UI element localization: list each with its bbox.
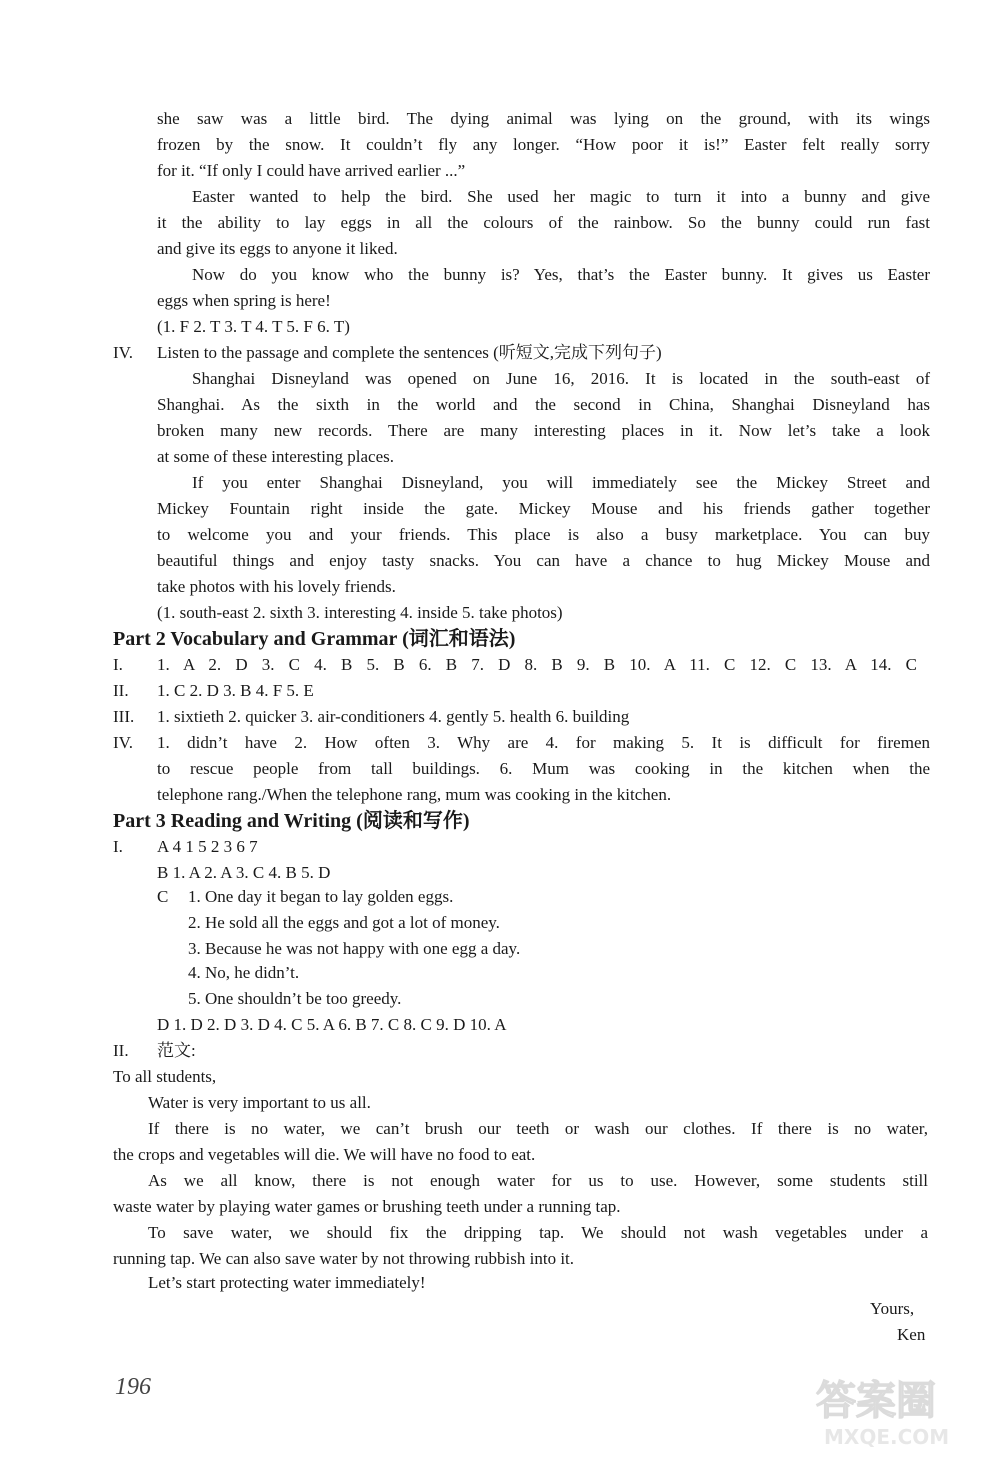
answer-line: 1. didn’t have 2. How often 3. Why are 4. for making 5. It is difficult for firemen [157,733,930,752]
section-number: IV. [113,733,133,752]
section-number: III. [113,707,135,726]
section-number: II. [113,1041,129,1060]
section-number: IV. [113,343,133,362]
story-line: and give its eggs to anyone it liked. [157,239,398,258]
answer-line: A 4 1 5 2 3 6 7 [157,837,258,856]
part-heading: Part 3 Reading and Writing (阅读和写作) [113,810,470,832]
watermark-logo-text: 答案圈 [816,1378,936,1424]
story-line: Now do you know who the bunny is? Yes, that’s the Easter bunny. It gives us Easter [192,265,930,284]
essay-line: waste water by playing water games or brushing teeth under a running tap. [113,1197,621,1216]
part-heading: Part 2 Vocabulary and Grammar (词汇和语法) [113,628,516,650]
answer-line: B 1. A 2. A 3. C 4. B 5. D [157,863,331,882]
watermark-logo [810,1370,982,1450]
answer-line: D 1. D 2. D 3. D 4. C 5. A 6. B 7. C 8. C 9. D 10. A [157,1015,507,1034]
passage-line: If you enter Shanghai Disneyland, you will immediately see the Mickey Street and [192,473,930,492]
passage-line: Shanghai. As the sixth in the world and the second in China, Shanghai Disneyland has [157,395,930,414]
story-line: eggs when spring is here! [157,291,331,310]
section-number: II. [113,681,129,700]
section-number: I. [113,655,123,674]
essay-line: If there is no water, we can’t brush our teeth or wash our clothes. If there is no water, [148,1119,928,1138]
model-essay-label: 范文: [157,1041,196,1060]
passage-line: beautiful things and enjoy tasty snacks. You can have a chance to hug Mickey Mouse and [157,551,930,570]
answer-line: 4. No, he didn’t. [188,963,300,982]
passage-line: at some of these interesting places. [157,447,394,466]
story-line: for it. “If only I could have arrived earlier ...” [157,161,466,180]
story-line: she saw was a little bird. The dying animal was lying on the ground, with its wings [157,109,930,128]
answer-line: 2. He sold all the eggs and got a lot of money. [188,913,500,932]
passage-line: to welcome you and your friends. This place is also a busy marketplace. You can buy [157,525,930,544]
story-line: Easter wanted to help the bird. She used her magic to turn it into a bunny and give [192,187,930,206]
section-number: I. [113,837,123,856]
answer-line: 1. A 2. D 3. C 4. B 5. B 6. B 7. D 8. B 9. B 10. A 11. C 12. C 13. A 14. C [157,655,917,674]
essay-line: the crops and vegetables will die. We will have no food to eat. [113,1145,536,1164]
essay-greeting: To all students, [113,1067,217,1086]
passage-line: take photos with his lovely friends. [157,577,396,596]
essay-signature: Ken [897,1325,926,1344]
story-answers: (1. F 2. T 3. T 4. T 5. F 6. T) [157,317,350,336]
passage-line: Mickey Fountain right inside the gate. Mickey Mouse and his friends gather together [157,499,930,518]
watermark-url: MXQE.COM [824,1425,950,1449]
story-line: frozen by the snow. It couldn’t fly any longer. “How poor it is!” Easter felt really sorry [157,135,930,154]
section-instruction: Listen to the passage and complete the sentences (听短文,完成下列句子) [157,343,662,362]
essay-line: running tap. We can also save water by not throwing rubbish into it. [113,1249,575,1268]
essay-closing: Yours, [870,1299,915,1318]
answer-line: 1. One day it began to lay golden eggs. [188,887,454,906]
story-line: it the ability to lay eggs in all the colours of the rainbow. So the bunny could run fast [157,213,930,232]
answer-line: to rescue people from tall buildings. 6. Mum was cooking in the kitchen when the [157,759,930,778]
passage-answers: (1. south-east 2. sixth 3. interesting 4. inside 5. take photos) [157,603,563,622]
page-number: 196 [115,1374,151,1400]
passage-line: broken many new records. There are many interesting places in it. Now let’s take a look [157,421,930,440]
answer-letter: C [157,887,169,906]
passage-line: Shanghai Disneyland was opened on June 16, 2016. It is located in the south-east of [192,369,930,388]
answer-line: 3. Because he was not happy with one egg a day. [188,939,521,958]
essay-line: To save water, we should fix the dripping tap. We should not wash vegetables under a [148,1223,928,1242]
answer-line: 1. sixtieth 2. quicker 3. air-conditioners 4. gently 5. health 6. building [157,707,630,726]
answer-line: 1. C 2. D 3. B 4. F 5. E [157,681,314,700]
answer-line: 5. One shouldn’t be too greedy. [188,989,402,1008]
essay-line: Let’s start protecting water immediately! [148,1273,426,1292]
answer-line: telephone rang./When the telephone rang, mum was cooking in the kitchen. [157,785,672,804]
essay-line: Water is very important to us all. [148,1093,371,1112]
essay-line: As we all know, there is not enough water for us to use. However, some students still [148,1171,928,1190]
